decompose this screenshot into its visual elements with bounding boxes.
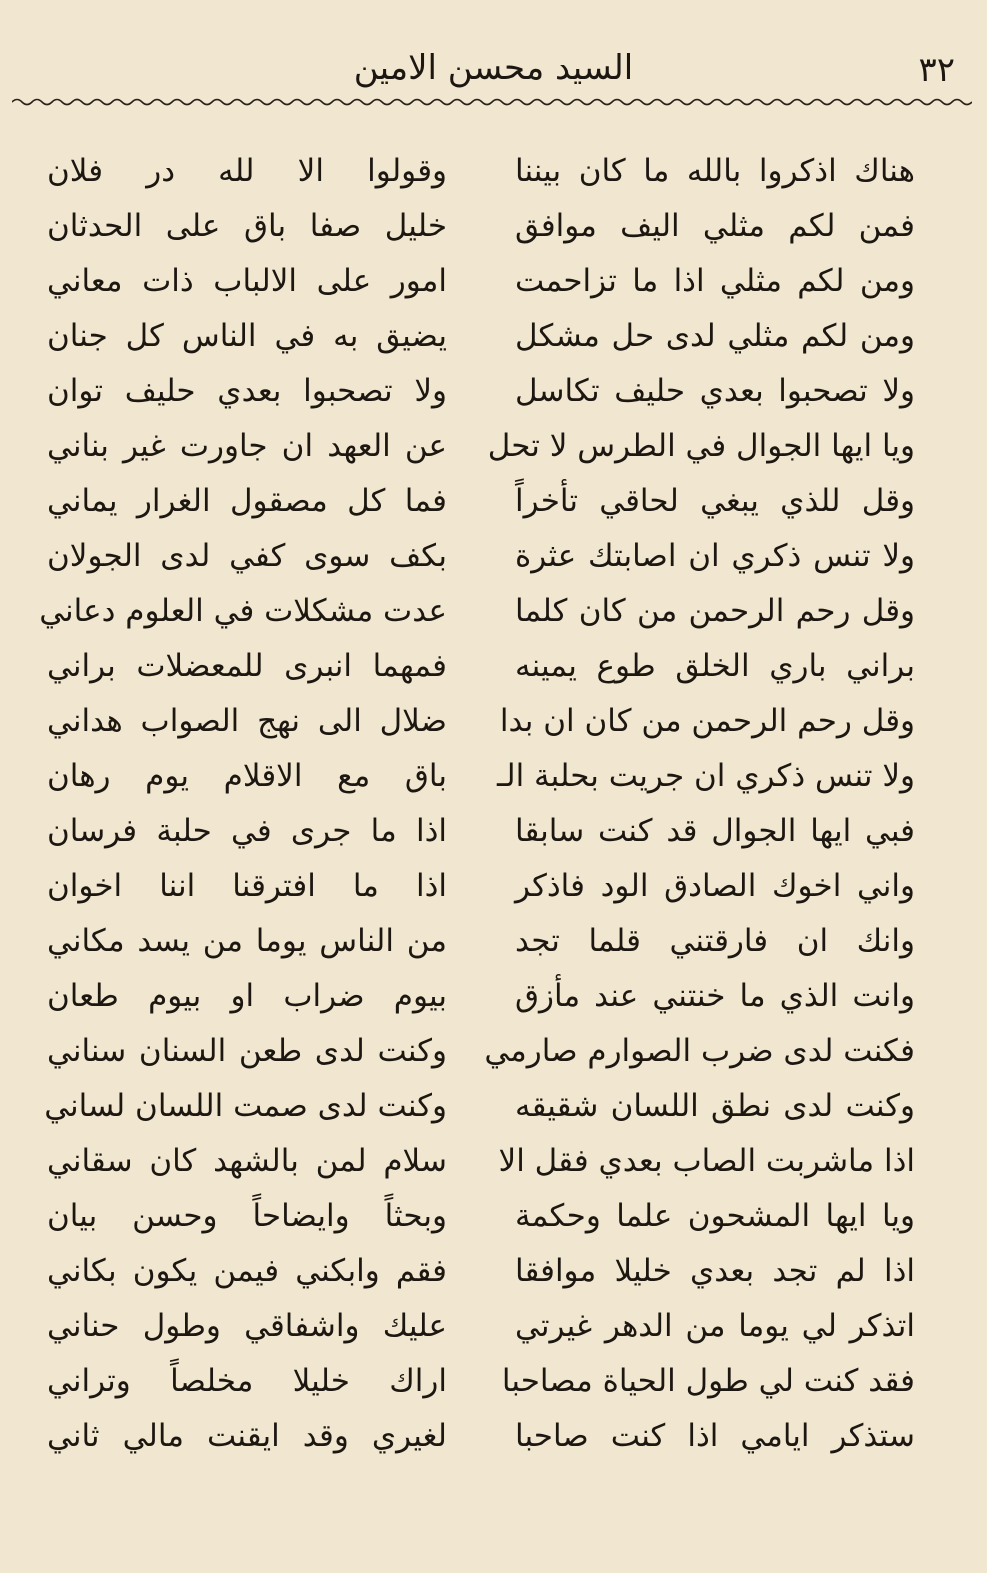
verse-first-hemistich: فمن لكم مثلي اليف موافق	[515, 208, 915, 244]
verse-second-hemistich: بكف سوى كفي لدى الجولان	[47, 538, 447, 574]
page-header	[0, 46, 987, 96]
verse-second-hemistich: بيوم ضراب او بيوم طعان	[47, 978, 447, 1014]
verse-second-hemistich: من الناس يوما من يسد مكاني	[47, 923, 447, 959]
verse-first-hemistich: فبي ايها الجوال قد كنت سابقا	[515, 813, 915, 849]
verse-first-hemistich: ولا تصحبوا بعدي حليف تكاسل	[515, 373, 915, 409]
poem-body	[0, 144, 987, 1544]
verse-first-hemistich: براني باري الخلق طوع يمينه	[515, 648, 915, 684]
verse-second-hemistich: عدت مشكلات في العلوم دعاني	[39, 593, 447, 629]
verse-first-hemistich: ومن لكم مثلي اذا ما تزاحمت	[515, 263, 915, 299]
verse-second-hemistich: عن العهد ان جاورت غير بناني	[47, 428, 447, 464]
verse-first-hemistich: اذا لم تجد بعدي خليلا موافقا	[515, 1253, 915, 1289]
header-wavy-rule	[12, 96, 972, 108]
verse-second-hemistich: اذا ما جرى في حلبة فرسان	[47, 813, 447, 849]
verse-first-hemistich: ولا تنس ذكري ان جريت بحلبة الـ	[497, 758, 915, 794]
verse-second-hemistich: لغيري وقد ايقنت مالي ثاني	[47, 1418, 447, 1454]
verse-second-hemistich: ضلال الى نهج الصواب هداني	[47, 703, 447, 739]
verse-first-hemistich: وانت الذي ما خنتني عند مأزق	[515, 978, 915, 1014]
verse-first-hemistich: وانك ان فارقتني قلما تجد	[515, 923, 915, 959]
poem-right-column	[484, 144, 915, 1464]
verse-second-hemistich: خليل صفا باق على الحدثان	[47, 208, 447, 244]
verse-first-hemistich: اذا ماشربت الصاب بعدي فقل الا	[498, 1143, 915, 1179]
verse-second-hemistich: باق مع الاقلام يوم رهان	[47, 758, 447, 794]
verse-second-hemistich: اراك خليلا مخلصاً وتراني	[47, 1363, 447, 1399]
verse-first-hemistich: ويا ايها المشحون علما وحكمة	[515, 1198, 915, 1234]
verse-first-hemistich: وكنت لدى نطق اللسان شقيقه	[515, 1088, 915, 1124]
verse-second-hemistich: عليك واشفاقي وطول حناني	[47, 1308, 447, 1344]
verse-first-hemistich: هناك اذكروا بالله ما كان بيننا	[515, 153, 915, 189]
verse-first-hemistich: وقل رحم الرحمن من كان ان بدا	[499, 703, 915, 739]
verse-first-hemistich: وقل للذي يبغي لحاقي تأخراً	[515, 483, 915, 519]
verse-second-hemistich: فما كل مصقول الغرار يماني	[47, 483, 447, 519]
verse-second-hemistich: امور على الالباب ذات معاني	[47, 263, 447, 299]
verse-second-hemistich: وكنت لدى طعن السنان سناني	[47, 1033, 447, 1069]
verse-first-hemistich: فكنت لدى ضرب الصوارم صارمي	[484, 1033, 915, 1069]
verse-first-hemistich: ويا ايها الجوال في الطرس لا تحل	[487, 428, 915, 464]
page-number: ٣٢	[918, 50, 955, 90]
verse-first-hemistich: وقل رحم الرحمن من كان كلما	[515, 593, 915, 629]
verse-first-hemistich: فقد كنت لي طول الحياة مصاحبا	[501, 1363, 915, 1399]
verse-second-hemistich: ولا تصحبوا بعدي حليف توان	[47, 373, 447, 409]
verse-second-hemistich: سلام لمن بالشهد كان سقاني	[47, 1143, 447, 1179]
verse-second-hemistich: وكنت لدى صمت اللسان لساني	[44, 1088, 447, 1124]
verse-first-hemistich: ومن لكم مثلي لدى حل مشكل	[515, 318, 915, 354]
verse-second-hemistich: وقولوا الا لله در فلان	[47, 153, 447, 189]
running-title: السيد محسن الامين	[353, 48, 634, 88]
poem-left-column	[39, 144, 447, 1464]
verse-second-hemistich: وبحثاً وايضاحاً وحسن بيان	[47, 1198, 447, 1234]
verse-second-hemistich: فمهما انبرى للمعضلات براني	[47, 648, 447, 684]
verse-second-hemistich: فقم وابكني فيمن يكون بكاني	[47, 1253, 447, 1289]
verse-first-hemistich: ولا تنس ذكري ان اصابتك عثرة	[515, 538, 915, 574]
verse-first-hemistich: ستذكر ايامي اذا كنت صاحبا	[515, 1418, 915, 1454]
verse-second-hemistich: اذا ما افترقنا اننا اخوان	[47, 868, 447, 904]
verse-first-hemistich: اتذكر لي يوما من الدهر غيرتي	[515, 1308, 915, 1344]
verse-second-hemistich: يضيق به في الناس كل جنان	[47, 318, 447, 354]
verse-first-hemistich: واني اخوك الصادق الود فاذكر	[515, 868, 915, 904]
